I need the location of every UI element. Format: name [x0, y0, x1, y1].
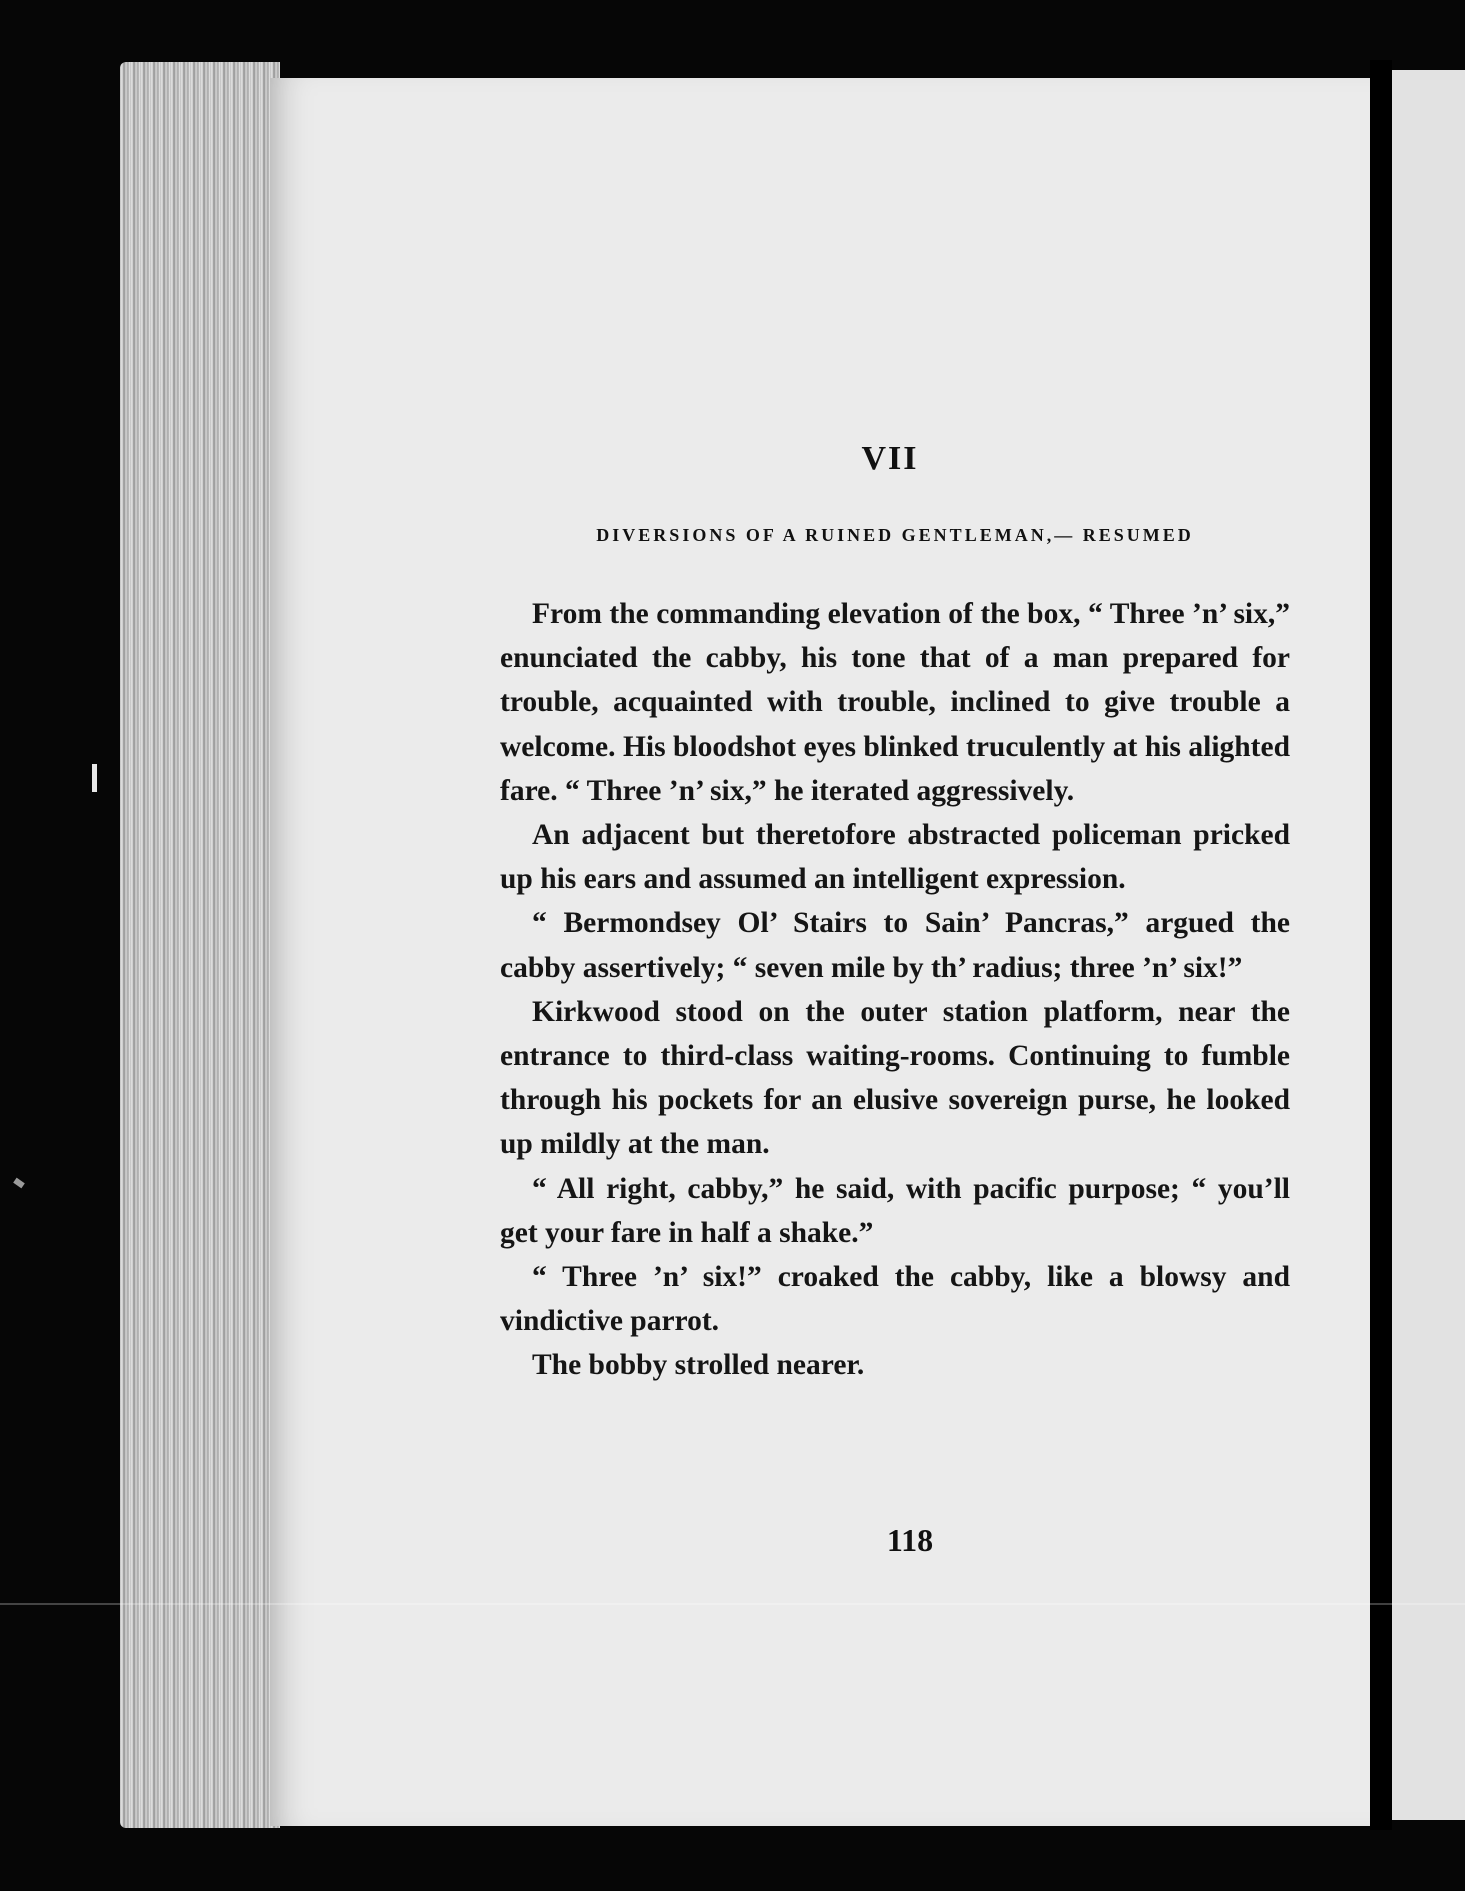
chapter-number: VII	[861, 440, 919, 477]
paragraph: “ All right, cabby,” he said, with pacific purpose; “ you’ll get your fare in half a shake.”	[500, 1172, 1290, 1249]
paragraph: From the commanding elevation of the box, “ Three ’n’ six,” enunciated the cabby, his tone that of a man prepared for trouble, acquainted with trouble, inclined to give trouble a welcome. His bloodshot eyes blinked truculently at his alighted fare. “ Three ’n’ six,” he iterated aggressively.	[500, 598, 1290, 807]
chapter-body	[500, 592, 1290, 1388]
paragraph: “ Three ’n’ six!” croaked the cabby, like a blowsy and vindictive parrot.	[500, 1261, 1290, 1338]
scan-artifact-speck	[13, 1178, 25, 1189]
book-page-edges	[120, 62, 280, 1828]
book-gutter	[1370, 60, 1392, 1830]
scan-artifact-mark	[92, 764, 97, 792]
paragraph: “ Bermondsey Ol’ Stairs to Sain’ Pancras,” argued the cabby assertively; “ seven mile by th’ radius; three ’n’ six!”	[500, 907, 1290, 984]
paragraph: An adjacent but theretofore abstracted policeman pricked up his ears and assumed an intelligent expression.	[500, 819, 1290, 896]
page-number: 118	[886, 1522, 934, 1558]
paragraph: Kirkwood stood on the outer station platform, near the entrance to third-class waiting-rooms. Continuing to fumble through his pockets for an elusive sovereign purse, he looked up mildly at the man.	[500, 995, 1290, 1161]
facing-page-edge	[1392, 70, 1465, 1820]
paragraph: The bobby strolled nearer.	[532, 1349, 865, 1382]
scan-artifact-line	[0, 1603, 1465, 1605]
chapter-title: DIVERSIONS OF A RUINED GENTLEMAN,— RESUMED	[596, 525, 1194, 545]
